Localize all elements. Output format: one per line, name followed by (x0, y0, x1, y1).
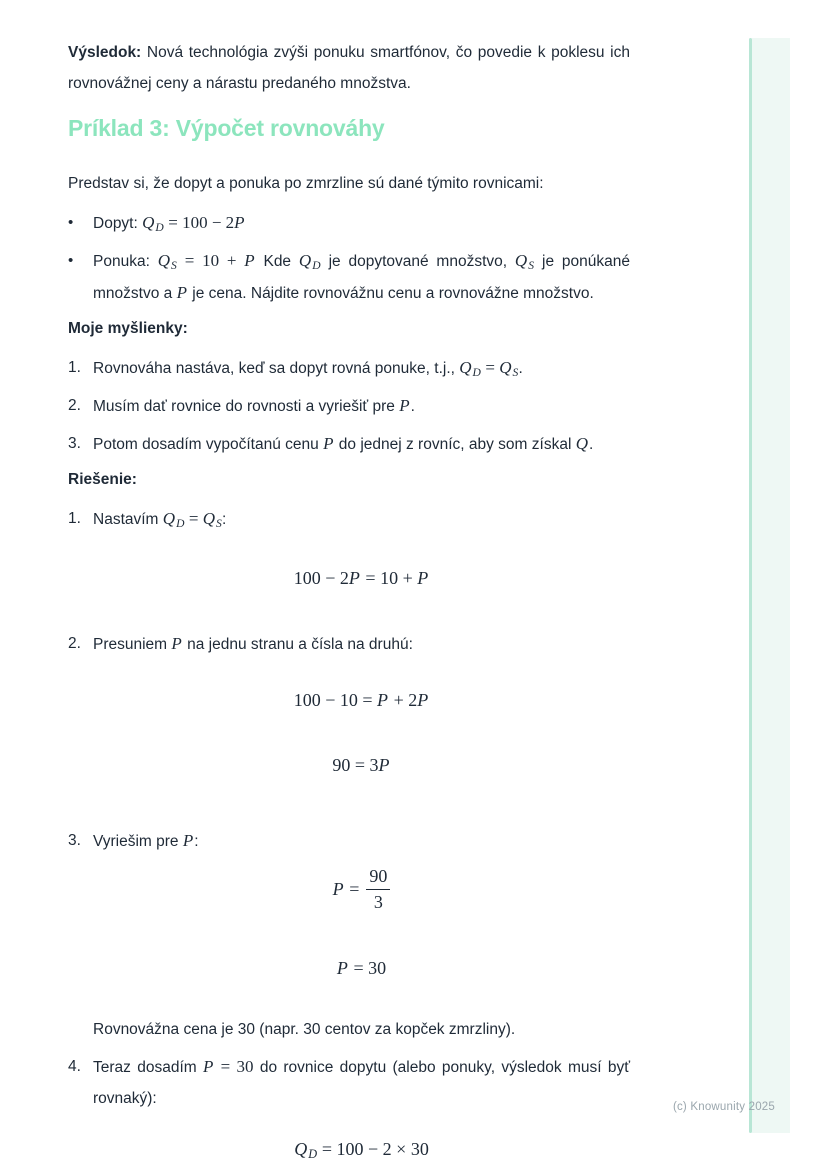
list-number: 1. (68, 510, 81, 527)
list-number: 1. (68, 359, 81, 376)
fraction-denominator: 3 (373, 891, 383, 912)
solution-step (68, 1051, 630, 1165)
solution-steps (68, 503, 630, 1165)
section-heading: Príklad 3: Výpočet rovnováhy (68, 115, 385, 141)
thoughts-heading: Moje myšlienky: (68, 320, 188, 337)
bullet-text: Dopyt: $Q_D = 100 - 2P$ (93, 213, 245, 235)
equation: P = 30 (336, 958, 387, 978)
step-text: Teraz dosadím P = 30 do rovnice dopytu (alebo ponuky, výsledok musí byť rovnaký): (93, 1057, 631, 1107)
equation: 90 = 3P (332, 755, 390, 775)
list-number: 3. (68, 435, 81, 452)
equation: 100 − 2P = 10 + P (293, 568, 429, 588)
equation: $Q_D = 100 - 2 \times 30$ (294, 1139, 429, 1162)
document-content (68, 0, 630, 1165)
bullet-icon: • (68, 214, 74, 231)
equation: 100 − 10 = P + 2P (293, 690, 429, 710)
next-page-preview (752, 38, 790, 1133)
page-edge-line (749, 38, 752, 1133)
problem-intro: Predstav si, že dopyt a ponuka po zmrzline sú dané týmito rovnicami: (68, 175, 544, 192)
step-text: Nastavím $Q_D = Q_S$: (93, 509, 227, 531)
result-paragraph: Výsledok: Nová technológia zvýši ponuku smartfónov, čo povedie k poklesu ich rovnovážnej ceny a nárastu predaného množstva. (68, 44, 630, 92)
list-item (68, 352, 630, 384)
bullet-icon: • (68, 252, 74, 269)
list-item (68, 245, 630, 309)
equation-fraction: P = $\frac{90}{3}$ (93, 865, 630, 913)
list-item-text: Rovnováha nastáva, keď sa dopyt rovná ponuke, t.j., $Q_D = Q_S$. (93, 358, 523, 380)
step-note: Rovnovážna cena je 30 (napr. 30 centov za kopček zmrzliny). (93, 1021, 516, 1038)
solution-step (68, 503, 630, 622)
solution-step (68, 628, 630, 819)
list-item (68, 390, 630, 422)
thoughts-list (68, 352, 630, 460)
list-item (68, 428, 630, 460)
copyright: (c) Knowunity 2025 (672, 1101, 775, 1113)
list-number: 4. (68, 1058, 81, 1075)
step-text: Vyriešim pre P: (93, 831, 199, 850)
equations-bullet-list (68, 207, 630, 309)
list-number: 3. (68, 832, 81, 849)
list-item-text: Musím dať rovnice do rovnosti a vyriešiť pre P. (93, 396, 415, 415)
fraction-numerator: 90 (366, 865, 390, 890)
bullet-text: Ponuka: $Q_S = 10 + P$ Kde $Q_D$ je dopytované množstvo, $Q_S$ je ponúkané množstvo a P je cena. Nájdite rovnovážnu cenu a rovnovážne množstvo. (93, 251, 630, 302)
list-number: 2. (68, 397, 81, 414)
solution-heading: Riešenie: (68, 471, 137, 488)
fraction (366, 865, 390, 913)
list-item-text: Potom dosadím vypočítanú cenu P do jednej z rovníc, aby som získal Q. (93, 434, 594, 453)
solution-step (68, 825, 630, 1045)
list-item (68, 207, 630, 239)
list-number: 2. (68, 635, 81, 652)
step-text: Presuniem P na jednu stranu a čísla na druhú: (93, 634, 413, 653)
